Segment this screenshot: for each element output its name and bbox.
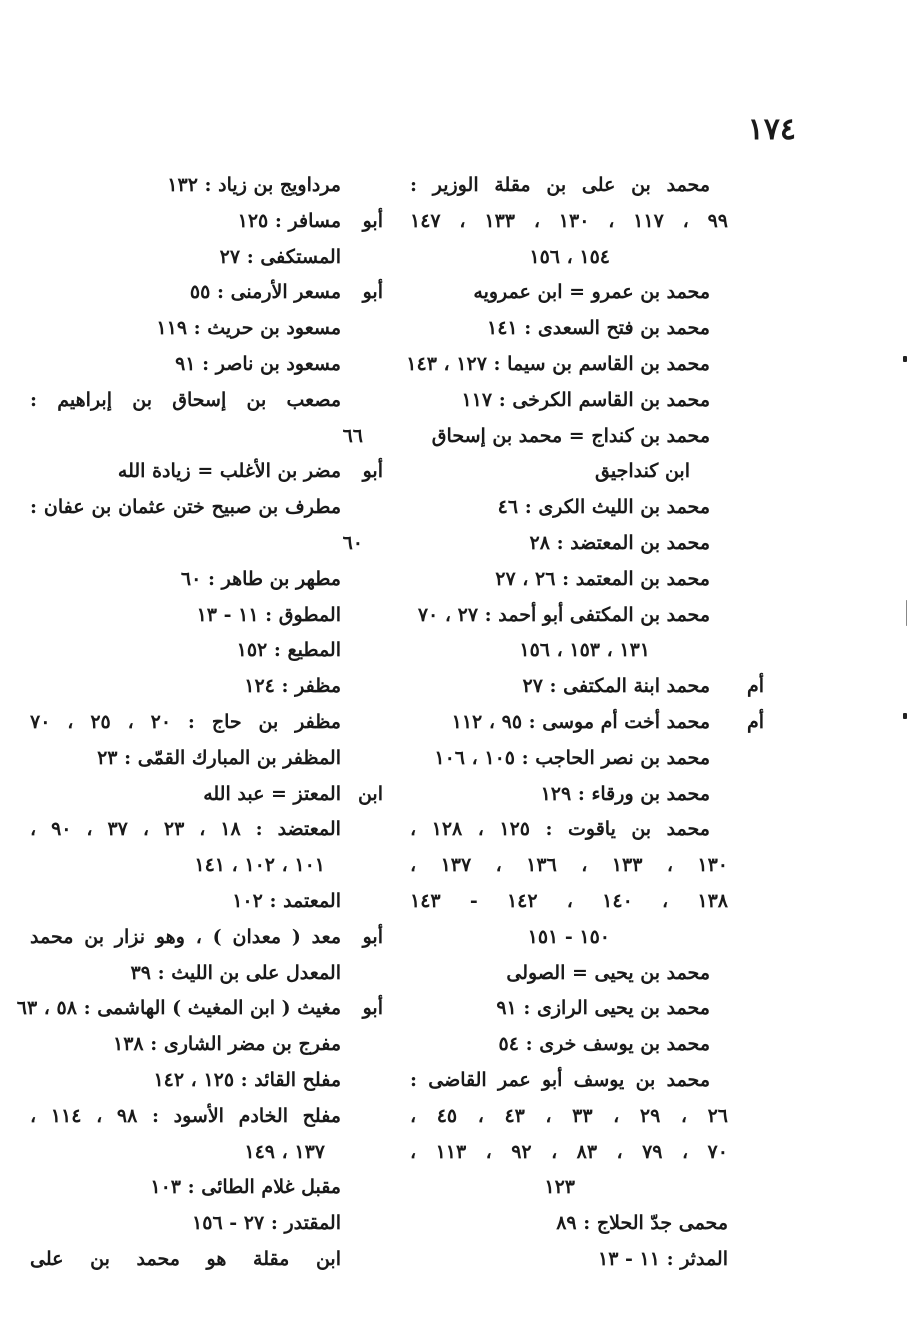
entry-text: مضر بن الأغلب = زيادة الله	[117, 460, 341, 483]
index-entry	[30, 956, 385, 992]
entry-text: ابن مقلة هو محمد بن على	[30, 1247, 341, 1270]
entry-text: المستكفى : ٢٧	[219, 245, 341, 268]
page-number: ١٧٤	[747, 112, 796, 147]
index-entry	[30, 741, 385, 777]
index-entry	[410, 633, 750, 669]
entry-text: ٧٠ ، ٧٩ ، ٨٣ ، ٩٢ ، ١١٣ ،	[410, 1140, 728, 1163]
index-entry	[30, 383, 385, 419]
entry-prefix: أبو	[362, 281, 383, 304]
index-entry	[30, 240, 385, 276]
index-entry	[30, 777, 385, 813]
entry-text: محمد بن يحيى = الصولى	[506, 961, 710, 984]
index-entry	[30, 562, 385, 598]
index-entry	[410, 1099, 750, 1135]
entry-text: محمد أخت أم موسى : ٩٥ ، ١١٢	[451, 710, 710, 733]
index-entry	[30, 419, 385, 455]
entry-text: محمد ابنة المكتفى : ٢٧	[522, 675, 710, 698]
entry-text: محمد بن فتح السعدى : ١٤١	[487, 317, 710, 340]
entry-text: محمد بن الليث الكرى : ٤٦	[497, 496, 710, 519]
index-entry	[410, 741, 750, 777]
index-entry	[410, 669, 764, 705]
entry-text: محمد بن المعتضد : ٢٨	[529, 531, 710, 554]
index-entry	[410, 419, 750, 455]
entry-text: محمد بن القاسم بن سيما : ١٢٧ ، ١٤٣	[406, 352, 710, 375]
index-entry	[410, 204, 750, 240]
entry-prefix: أم	[746, 710, 764, 733]
entry-text: محمد بن نصر الحاجب : ١٠٥ ، ١٠٦	[434, 746, 710, 769]
entry-text: ١٣٧ ، ١٤٩	[244, 1140, 325, 1163]
index-entry	[410, 956, 750, 992]
entry-text: ١٣١ ، ١٥٣ ، ١٥٦	[519, 639, 650, 662]
entry-text: ١٥٤ ، ١٥٦	[529, 245, 610, 268]
index-entry	[410, 1027, 750, 1063]
index-entry	[30, 1063, 385, 1099]
entry-text: المقتدر : ٢٧ - ١٥٦	[192, 1212, 341, 1235]
entry-text: المطيع : ١٥٢	[236, 639, 341, 662]
index-entry	[410, 598, 750, 634]
entry-text: مغيث ( ابن المغيث ) الهاشمى : ٥٨ ، ٦٣	[16, 997, 341, 1020]
entry-text: ٦٦	[342, 424, 363, 447]
entry-prefix: أبو	[362, 997, 383, 1020]
index-entry	[30, 1027, 385, 1063]
entry-text: محمى جدّ الحلاج : ٨٩	[556, 1212, 728, 1235]
entry-text: محمد بن عمرو = ابن عمرويه	[473, 281, 710, 304]
entry-text: المعتضد : ١٨ ، ٢٣ ، ٣٧ ، ٩٠ ،	[30, 818, 341, 841]
entry-text: مطهر بن طاهر : ٦٠	[180, 567, 341, 590]
index-entry	[16, 991, 385, 1027]
index-entry	[30, 848, 385, 884]
margin-rule	[906, 600, 907, 626]
entry-text: مظفر بن حاج : ٢٠ ، ٢٥ ، ٧٠	[30, 710, 341, 733]
index-entry	[410, 562, 750, 598]
index-entry	[410, 1170, 750, 1206]
entry-prefix: أبو	[362, 209, 383, 232]
entry-text: مفلح الخادم الأسود : ٩٨ ، ١١٤ ،	[30, 1104, 341, 1127]
index-entry	[30, 311, 385, 347]
entry-text: محمد بن ياقوت : ١٢٥ ، ١٢٨ ،	[410, 818, 710, 841]
index-entry	[410, 1242, 750, 1278]
entry-text: المطوق : ١١ - ١٣	[196, 603, 341, 626]
index-entry	[30, 1135, 385, 1171]
entry-prefix: أبو	[362, 460, 383, 483]
index-entry	[30, 669, 385, 705]
margin-mark	[903, 356, 907, 362]
entry-text: مسعر الأرمنى : ٥٥	[189, 281, 341, 304]
entry-text: مقبل غلام الطائى : ١٠٣	[150, 1176, 341, 1199]
index-entry	[410, 168, 750, 204]
entry-text: محمد بن يوسف خرى : ٥٤	[498, 1033, 710, 1056]
index-entry	[30, 1099, 385, 1135]
index-entry	[30, 275, 385, 311]
entry-text: مفرج بن مضر الشارى : ١٣٨	[113, 1033, 341, 1056]
entry-text: مطرف بن صبيح ختن عثمان بن عفان :	[30, 496, 341, 519]
index-entry	[410, 920, 750, 956]
index-entry	[406, 347, 750, 383]
index-entry	[410, 705, 764, 741]
index-entry	[410, 812, 750, 848]
index-entry	[410, 240, 750, 276]
index-entry	[410, 311, 750, 347]
entry-text: ٦٠	[342, 531, 363, 554]
entry-text: محمد بن يحيى الرازى : ٩١	[496, 997, 710, 1020]
entry-text: محمد بن يوسف أبو عمر القاضى :	[410, 1068, 710, 1091]
index-column-left	[16, 168, 385, 1278]
entry-text: مسعود بن ناصر : ٩١	[175, 352, 341, 375]
index-entry	[410, 1135, 750, 1171]
entry-text: محمد بن المكتفى أبو أحمد : ٢٧ ، ٧٠	[417, 603, 710, 626]
entry-text: محمد بن القاسم الكرخى : ١١٧	[461, 388, 710, 411]
entry-prefix: أبو	[362, 925, 383, 948]
index-entry	[410, 884, 750, 920]
index-entry	[30, 598, 385, 634]
index-entry	[410, 526, 750, 562]
index-entry	[30, 1242, 385, 1278]
entry-text: المعتز = عبد الله	[203, 782, 341, 805]
index-entry	[30, 1170, 385, 1206]
index-entry	[30, 168, 385, 204]
index-entry	[410, 454, 750, 490]
entry-text: ٢٦ ، ٢٩ ، ٣٣ ، ٤٣ ، ٤٥ ،	[410, 1104, 729, 1127]
entry-text: مظفر : ١٢٤	[244, 675, 341, 698]
index-entry	[30, 454, 385, 490]
entry-text: ١٥٠ - ١٥١	[527, 925, 610, 948]
entry-text: محمد بن على بن مقلة الوزير :	[410, 174, 710, 196]
index-entry	[30, 526, 385, 562]
entry-text: مرداويج بن زياد : ١٣٢	[167, 174, 341, 196]
index-entry	[410, 991, 750, 1027]
entry-text: معد ( معدان ) ، وهو نزار بن محمد	[30, 925, 341, 948]
entry-text: المعتمد : ١٠٢	[232, 889, 341, 912]
entry-text: مفلح القائد : ١٢٥ ، ١٤٢	[153, 1068, 341, 1091]
index-entry	[30, 1206, 385, 1242]
entry-text: محمد بن كنداج = محمد بن إسحاق	[431, 424, 710, 447]
entry-text: ١٠١ ، ١٠٢ ، ١٤١	[194, 854, 325, 877]
margin-mark	[903, 713, 907, 719]
entry-text: ٩٩ ، ١١٧ ، ١٣٠ ، ١٣٣ ، ١٤٧	[410, 209, 728, 232]
index-entry	[30, 633, 385, 669]
entry-prefix: ابن	[357, 782, 383, 805]
index-entry	[30, 705, 385, 741]
entry-prefix: أم	[746, 675, 764, 698]
entry-text: محمد بن المعتمد : ٢٦ ، ٢٧	[495, 567, 710, 590]
index-entry	[410, 490, 750, 526]
index-entry	[410, 777, 750, 813]
index-column-right	[406, 168, 764, 1278]
entry-text: مصعب بن إسحاق بن إبراهيم :	[30, 388, 341, 411]
entry-text: المعدل على بن الليث : ٣٩	[130, 961, 341, 984]
entry-text: ١٢٣	[544, 1176, 575, 1199]
index-entry	[410, 383, 750, 419]
entry-text: ١٣٨ ، ١٤٠ ، ١٤٢ - ١٤٣	[410, 889, 728, 912]
index-entry	[410, 1206, 750, 1242]
entry-text: المدثر : ١١ - ١٣	[597, 1247, 728, 1270]
index-entry	[410, 848, 750, 884]
entry-text: المظفر بن المبارك القمّى : ٢٣	[97, 746, 341, 769]
index-entry	[410, 275, 750, 311]
entry-text: مسعود بن حريث : ١١٩	[156, 317, 341, 340]
index-entry	[30, 347, 385, 383]
entry-text: ١٣٠ ، ١٣٣ ، ١٣٦ ، ١٣٧ ،	[410, 854, 729, 877]
index-entry	[30, 204, 385, 240]
index-entry	[30, 884, 385, 920]
entry-text: مسافر : ١٢٥	[237, 209, 341, 232]
index-entry	[30, 490, 385, 526]
entry-text: محمد بن ورقاء : ١٢٩	[540, 782, 710, 805]
index-entry	[410, 1063, 750, 1099]
index-entry	[30, 812, 385, 848]
index-entry	[30, 920, 385, 956]
entry-text: ابن كنداجيق	[595, 460, 690, 483]
